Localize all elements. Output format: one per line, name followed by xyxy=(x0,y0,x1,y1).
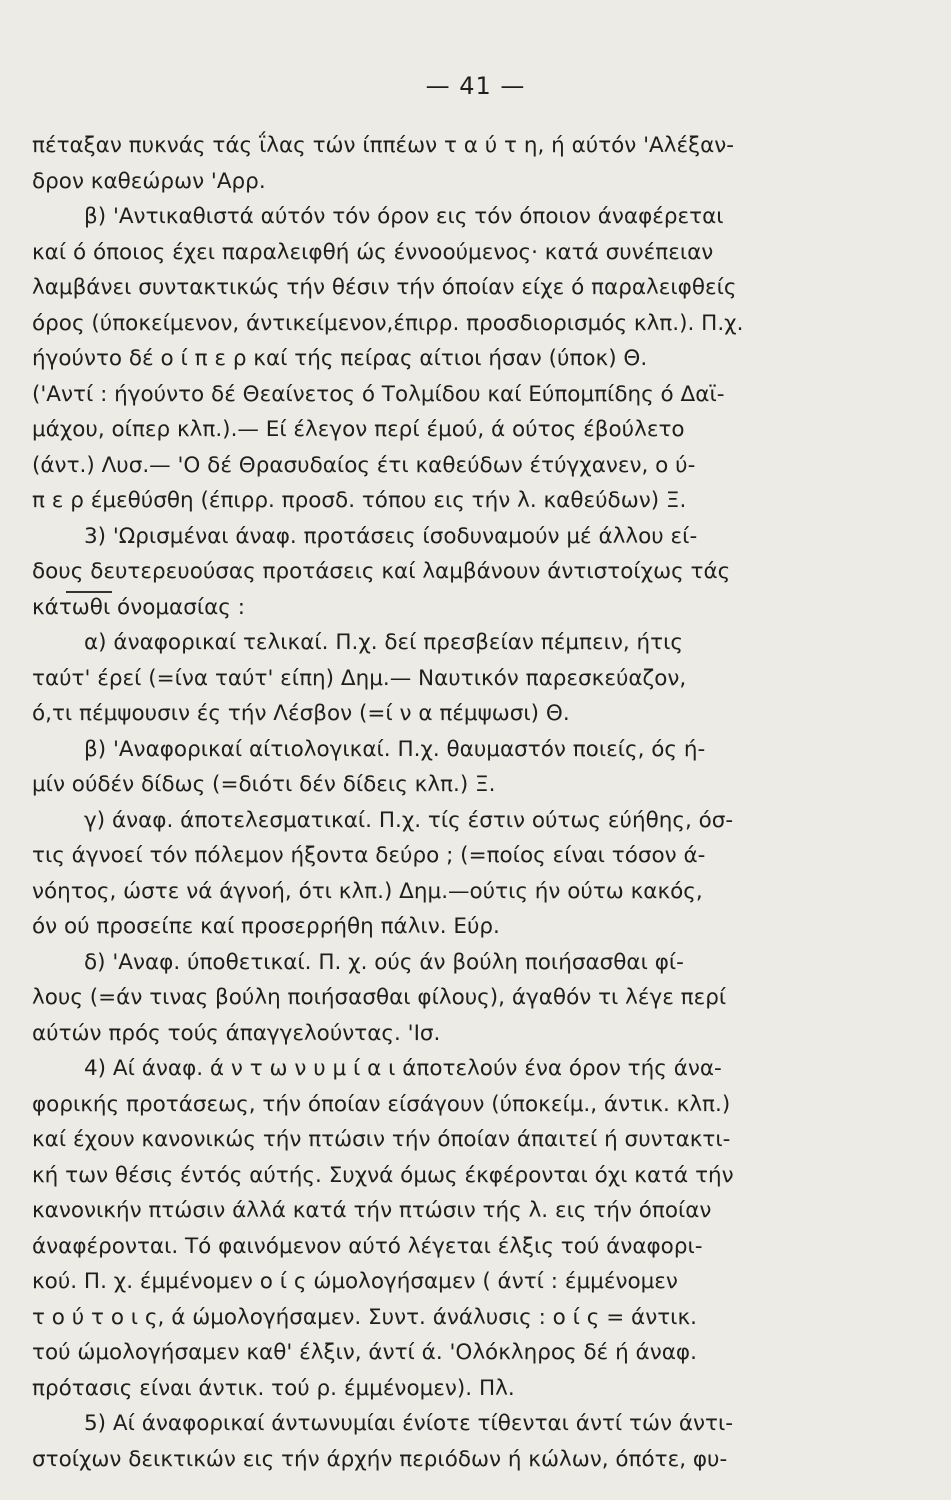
page-number: — 41 — xyxy=(425,72,526,100)
text-line: καί έχουν κανονικώς τήν πτώσιν τήν όποίαν άπαιτεί ή συντακτι- xyxy=(32,1127,731,1152)
text-line: όν ού προσείπε καί προσερρήθη πάλιν. Εύρ. xyxy=(32,914,500,939)
text-line: μάχου, οίπερ κλπ.).— Εί έλεγον περί έμού, ά ούτος έβούλετο xyxy=(32,417,685,442)
text-line: φορικής προτάσεως, τήν όποίαν είσάγουν (ύποκείμ., άντικ. κλπ.) xyxy=(32,1091,731,1117)
text-line: ταύτ' έρεί (=ίνα ταύτ' είπη) Δημ.— Ναυτικόν παρεσκεύαζον, xyxy=(32,665,687,691)
text-line: πέταξαν πυκνάς τάς ΐλας τών ίππέων τ α ύ τ η, ή αύτόν 'Αλέξαν- xyxy=(32,133,735,158)
text-line: β) 'Αντικαθιστά αύτόν τόν όρον εις τόν όποιον άναφέρεται xyxy=(84,204,724,229)
text-line: λους (=άν τινας βούλη ποιήσασθαι φίλους), άγαθόν τι λέγε περί xyxy=(32,985,727,1010)
text-line: κή των θέσις έντός αύτής. Συχνά όμως έκφέρονται όχι κατά τήν xyxy=(32,1162,734,1188)
text-line: π ε ρ έμεθύσθη (έπιρρ. προσδ. τόπου εις τήν λ. καθεύδων) Ξ. xyxy=(32,488,687,513)
text-line: δ) 'Αναφ. ύποθετικαί. Π. χ. ούς άν βούλη ποιήσασθαι φί- xyxy=(84,949,684,975)
text-line: δρον καθεώρων 'Αρρ. xyxy=(32,168,266,194)
text-line: πρότασις είναι άντικ. τού ρ. έμμένομεν). Πλ. xyxy=(32,1375,515,1401)
text-line: 3) 'Ωρισμέναι άναφ. προτάσεις ίσοδυναμούν μέ άλλου εί- xyxy=(84,523,698,549)
text-line: (άντ.) Λυσ.— 'Ο δέ Θρασυδαίος έτι καθεύδων έτύγχανεν, ο ύ- xyxy=(32,452,696,478)
text-line: τού ώμολογήσαμεν καθ' έλξιν, άντί ά. 'Ολόκληρος δέ ή άναφ. xyxy=(32,1340,697,1365)
text-line: γ) άναφ. άποτελεσματικαί. Π.χ. τίς έστιν ούτως εύήθης, όσ- xyxy=(84,807,734,833)
text-line: άναφέρονται. Τό φαινόμενον αύτό λέγεται έλξις τού άναφορι- xyxy=(32,1233,703,1259)
text-line: τ ο ύ τ ο ι ς, ά ώμολογήσαμεν. Συντ. άνάλυσις : ο ί ς = άντικ. xyxy=(32,1304,697,1330)
text-line: δους δευτερευούσας προτάσεις καί λαμβάνουν άντιστοίχως τάς xyxy=(32,559,731,584)
text-line: κανονικήν πτώσιν άλλά κατά τήν πτώσιν τής λ. εις τήν όποίαν xyxy=(32,1198,712,1223)
text-line: στοίχων δεικτικών εις τήν άρχήν περιόδων ή κώλων, όπότε, φυ- xyxy=(32,1446,728,1472)
text-line: λαμβάνει συντακτικώς τήν θέσιν τήν όποίαν είχε ό παραλειφθείς xyxy=(32,275,737,300)
text-line: μίν ούδέν δίδως (=διότι δέν δίδεις κλπ.) Ξ. xyxy=(32,772,496,797)
text-line: κάτωθι όνομασίας : xyxy=(32,594,245,620)
text-line: 5) Αί άναφορικαί άντωνυμίαι ένίοτε τίθενται άντί τών άντι- xyxy=(84,1411,733,1436)
text-line: τις άγνοεί τόν πόλεμον ήξοντα δεύρο ; (=ποίος είναι τόσον ά- xyxy=(32,843,706,868)
body-text xyxy=(32,128,832,1477)
text-line: α) άναφορικαί τελικαί. Π.χ. δεί πρεσβείαν πέμπειν, ήτις xyxy=(84,630,683,655)
text-line: ('Αντί : ήγούντο δέ Θεαίνετος ό Τολμίδου καί Εύπομπίδης ό Δαϊ- xyxy=(32,381,725,407)
text-line: όρος (ύποκείμενον, άντικείμενον,έπιρρ. προσδιορισμός κλπ.). Π.χ. xyxy=(32,310,744,336)
text-line: ήγούντο δέ ο ί π ε ρ καί τής πείρας αίτιοι ήσαν (ύποκ) Θ. xyxy=(32,346,648,371)
text-line: ό,τι πέμψουσιν ές τήν Λέσβον (=ί ν α πέμψωσι) Θ. xyxy=(32,701,570,726)
text-line: νόητος, ώστε νά άγνοή, ότι κλπ.) Δημ.—ούτις ήν ούτω κακός, xyxy=(32,878,703,904)
text-line: β) 'Αναφορικαί αίτιολογικαί. Π.χ. θαυμαστόν ποιείς, ός ή- xyxy=(84,736,706,762)
text-line: αύτών πρός τούς άπαγγελούντας. 'Ισ. xyxy=(32,1020,441,1046)
text-line: 4) Αί άναφ. ά ν τ ω ν υ μ ί α ι άποτελούν ένα όρον τής άνα- xyxy=(84,1056,722,1081)
text-line: καί ό όποιος έχει παραλειφθή ώς έννοούμενος· κατά συνέπειαν xyxy=(32,239,714,265)
text-line: κού. Π. χ. έμμένομεν ο ί ς ώμολογήσαμεν ( άντί : έμμένομεν xyxy=(32,1269,678,1294)
